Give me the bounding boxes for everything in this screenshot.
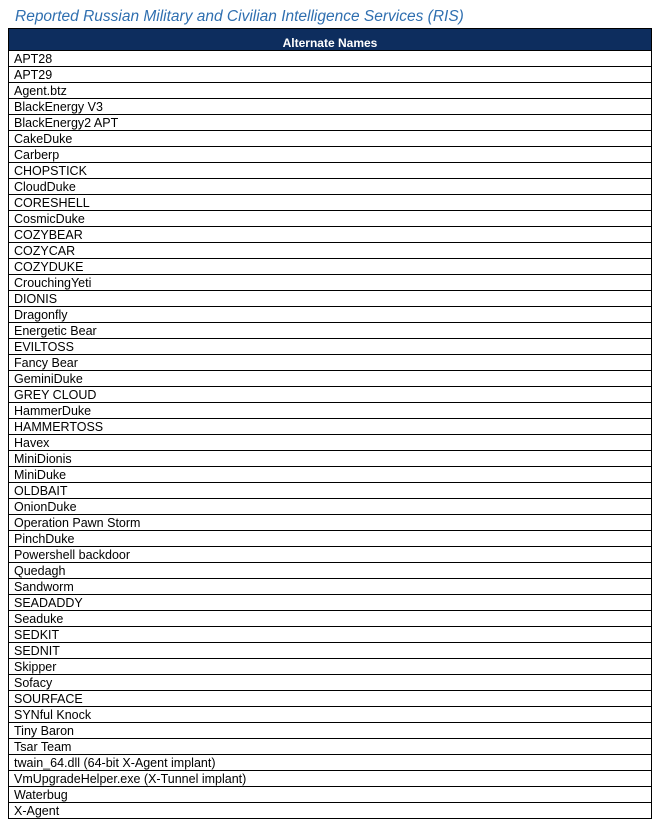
alternate-name-cell: Sofacy <box>9 675 652 691</box>
alternate-name-cell: CosmicDuke <box>9 211 652 227</box>
table-row <box>9 739 652 755</box>
alternate-name-cell: twain_64.dll (64-bit X-Agent implant) <box>9 755 652 771</box>
alternate-name-cell: OnionDuke <box>9 499 652 515</box>
alternate-name-cell: Carberp <box>9 147 652 163</box>
table-row <box>9 707 652 723</box>
table-row <box>9 227 652 243</box>
alternate-name-cell: COZYCAR <box>9 243 652 259</box>
table-row <box>9 323 652 339</box>
table-row <box>9 435 652 451</box>
alternate-name-cell: Energetic Bear <box>9 323 652 339</box>
table-row <box>9 259 652 275</box>
table-row <box>9 611 652 627</box>
alternate-name-cell: VmUpgradeHelper.exe (X-Tunnel implant) <box>9 771 652 787</box>
table-row <box>9 275 652 291</box>
table-row <box>9 355 652 371</box>
table-row <box>9 579 652 595</box>
table-row <box>9 51 652 67</box>
table-row <box>9 787 652 803</box>
alternate-name-cell: COZYBEAR <box>9 227 652 243</box>
alternate-name-cell: BlackEnergy2 APT <box>9 115 652 131</box>
table-row <box>9 547 652 563</box>
alternate-name-cell: X-Agent <box>9 803 652 819</box>
table-row <box>9 339 652 355</box>
alternate-name-cell: Operation Pawn Storm <box>9 515 652 531</box>
table-row <box>9 307 652 323</box>
alternate-name-cell: COZYDUKE <box>9 259 652 275</box>
table-row <box>9 659 652 675</box>
table-row <box>9 483 652 499</box>
table-row <box>9 115 652 131</box>
alternate-name-cell: Tiny Baron <box>9 723 652 739</box>
table-row <box>9 531 652 547</box>
alternate-name-cell: Waterbug <box>9 787 652 803</box>
alternate-name-cell: Havex <box>9 435 652 451</box>
table-row <box>9 387 652 403</box>
table-row <box>9 451 652 467</box>
table-row <box>9 627 652 643</box>
alternate-name-cell: EVILTOSS <box>9 339 652 355</box>
alternate-name-cell: CrouchingYeti <box>9 275 652 291</box>
alternate-name-cell: Fancy Bear <box>9 355 652 371</box>
alternate-name-cell: SEDKIT <box>9 627 652 643</box>
table-row <box>9 163 652 179</box>
alternate-name-cell: APT29 <box>9 67 652 83</box>
alternate-name-cell: CloudDuke <box>9 179 652 195</box>
alternate-name-cell: Seaduke <box>9 611 652 627</box>
alternate-name-cell: Skipper <box>9 659 652 675</box>
table-row <box>9 723 652 739</box>
alternate-name-cell: MiniDuke <box>9 467 652 483</box>
table-row <box>9 291 652 307</box>
alternate-name-cell: HammerDuke <box>9 403 652 419</box>
table-row <box>9 419 652 435</box>
alternate-name-cell: SEDNIT <box>9 643 652 659</box>
table-row <box>9 131 652 147</box>
table-row <box>9 99 652 115</box>
table-row <box>9 147 652 163</box>
alternate-name-cell: APT28 <box>9 51 652 67</box>
table-row <box>9 179 652 195</box>
alternate-names-table <box>8 28 652 819</box>
table-row <box>9 499 652 515</box>
table-row <box>9 211 652 227</box>
table-row <box>9 371 652 387</box>
alternate-name-cell: Dragonfly <box>9 307 652 323</box>
table-row <box>9 83 652 99</box>
alternate-name-cell: Quedagh <box>9 563 652 579</box>
document-title: Reported Russian Military and Civilian Intelligence Services (RIS) <box>15 8 464 25</box>
alternate-name-cell: Tsar Team <box>9 739 652 755</box>
alternate-name-cell: Sandworm <box>9 579 652 595</box>
column-header-alternate-names: Alternate Names <box>9 29 652 51</box>
table-row <box>9 467 652 483</box>
table-row <box>9 563 652 579</box>
alternate-name-cell: SEADADDY <box>9 595 652 611</box>
alternate-name-cell: SOURFACE <box>9 691 652 707</box>
alternate-name-cell: CORESHELL <box>9 195 652 211</box>
table-row <box>9 195 652 211</box>
table-row <box>9 675 652 691</box>
alternate-name-cell: GeminiDuke <box>9 371 652 387</box>
table-row <box>9 691 652 707</box>
alternate-name-cell: Agent.btz <box>9 83 652 99</box>
alternate-name-cell: BlackEnergy V3 <box>9 99 652 115</box>
alternate-name-cell: OLDBAIT <box>9 483 652 499</box>
table-row <box>9 595 652 611</box>
table-row <box>9 403 652 419</box>
table-body <box>9 51 652 819</box>
alternate-name-cell: CHOPSTICK <box>9 163 652 179</box>
table-row <box>9 803 652 819</box>
alternate-name-cell: SYNful Knock <box>9 707 652 723</box>
table-header-row <box>9 29 652 51</box>
alternate-name-cell: DIONIS <box>9 291 652 307</box>
alternate-name-cell: GREY CLOUD <box>9 387 652 403</box>
table-row <box>9 515 652 531</box>
table-row <box>9 771 652 787</box>
alternate-name-cell: HAMMERTOSS <box>9 419 652 435</box>
table-row <box>9 67 652 83</box>
alternate-name-cell: MiniDionis <box>9 451 652 467</box>
alternate-name-cell: CakeDuke <box>9 131 652 147</box>
table-row <box>9 755 652 771</box>
alternate-name-cell: Powershell backdoor <box>9 547 652 563</box>
table-row <box>9 643 652 659</box>
alternate-name-cell: PinchDuke <box>9 531 652 547</box>
table-row <box>9 243 652 259</box>
